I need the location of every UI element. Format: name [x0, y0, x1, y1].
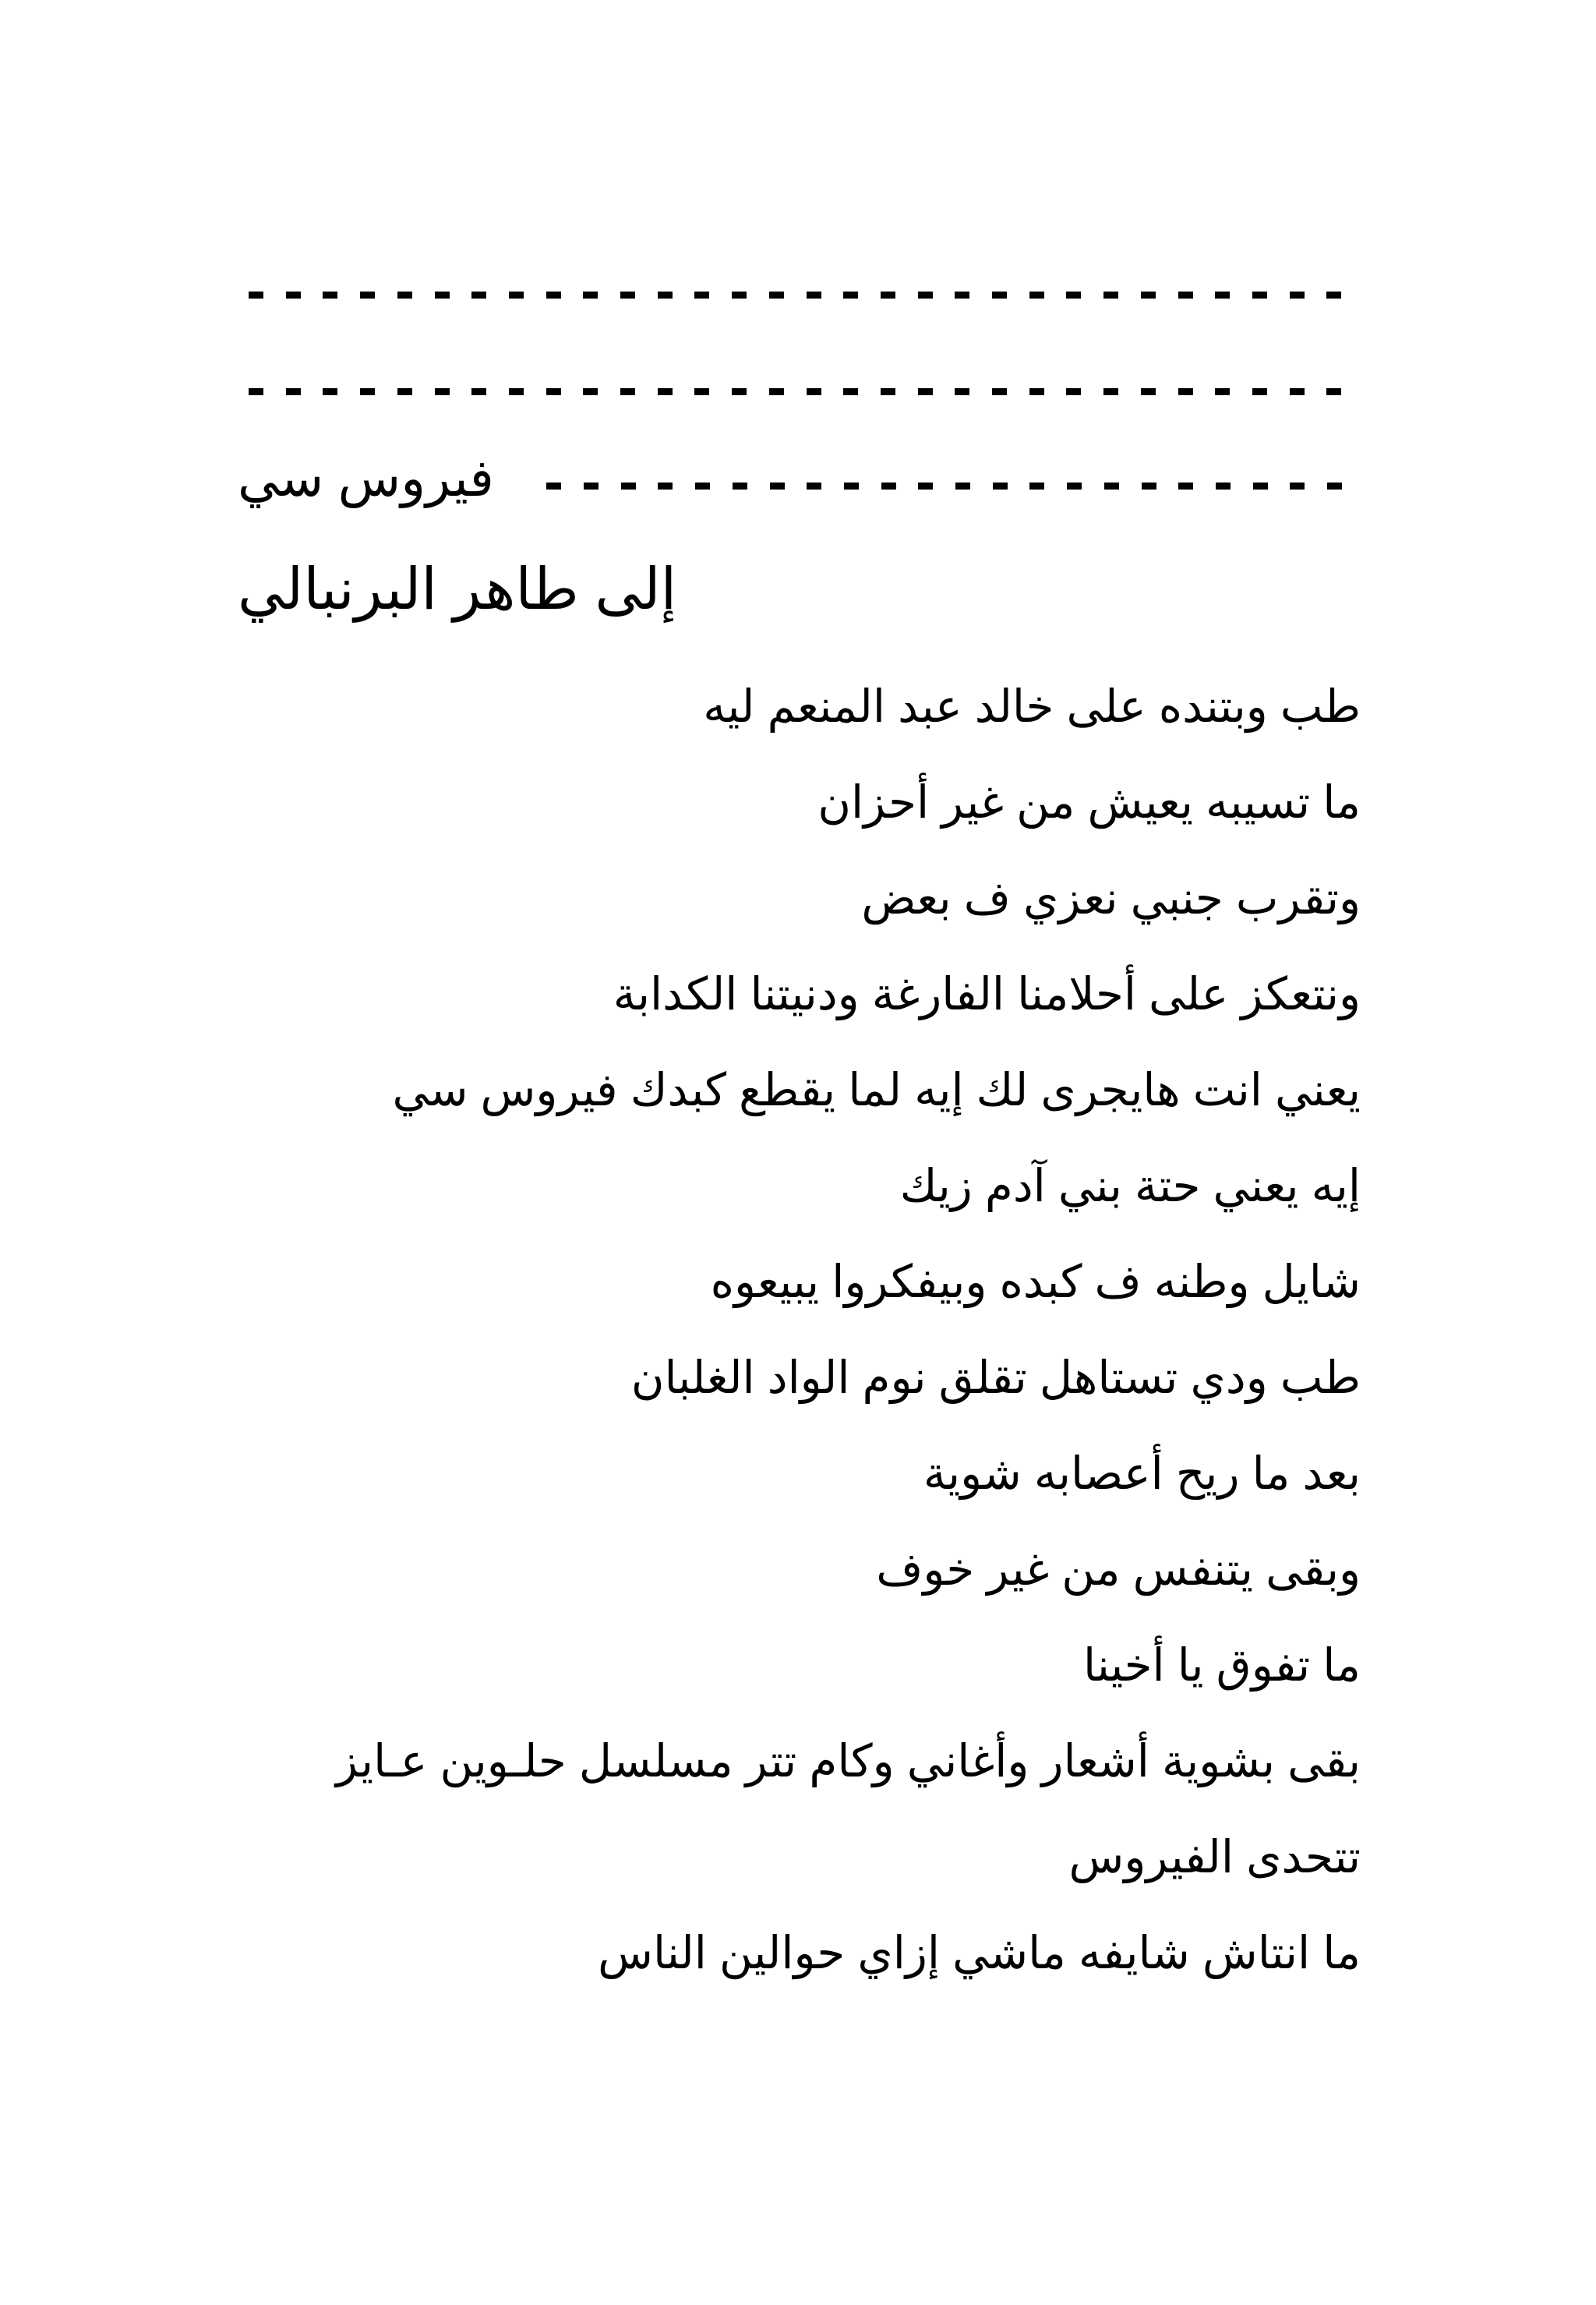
- dash-mark: [918, 292, 933, 299]
- poem-line: ما تسيبه يعيش من غير أحزان: [817, 777, 1361, 828]
- dash-mark: [1326, 292, 1341, 299]
- dash-mark: [323, 388, 337, 395]
- dash-mark: [843, 292, 858, 299]
- poem-line: ما تفوق يا أخينا: [1083, 1640, 1361, 1691]
- dash-mark: [658, 388, 673, 395]
- dash-mark: [881, 292, 895, 299]
- poem-line: وبقى يتنفس من غير خوف: [876, 1544, 1361, 1595]
- dedication: إلى طاهر البرنبالي: [238, 557, 677, 621]
- dash-mark: [992, 292, 1007, 299]
- dash-mark: [360, 388, 375, 395]
- dash-mark: [546, 483, 561, 490]
- dash-mark: [1066, 388, 1081, 395]
- dashed-separator-2: [249, 388, 1342, 396]
- dash-mark: [583, 292, 598, 299]
- dash-mark: [1103, 388, 1118, 395]
- dash-mark: [471, 388, 486, 395]
- dash-mark: [583, 388, 598, 395]
- poem-line: بعد ما ريح أعصابه شوية: [923, 1448, 1361, 1499]
- dash-mark: [1029, 388, 1044, 395]
- dash-mark: [732, 388, 747, 395]
- dash-mark: [694, 388, 709, 395]
- poem-line: تتحدى الفيروس: [1068, 1832, 1361, 1883]
- dash-mark: [732, 292, 747, 299]
- dash-mark: [955, 388, 969, 395]
- dash-mark: [1215, 388, 1230, 395]
- dash-mark: [397, 292, 412, 299]
- dash-mark: [1253, 483, 1268, 490]
- dash-mark: [769, 292, 784, 299]
- dash-mark: [360, 292, 375, 299]
- dash-mark: [1142, 483, 1156, 490]
- dash-mark: [770, 483, 785, 490]
- dash-mark: [323, 292, 337, 299]
- dash-mark: [918, 483, 933, 490]
- dash-mark: [1067, 483, 1082, 490]
- dash-mark: [955, 292, 969, 299]
- dash-mark: [286, 388, 301, 395]
- dash-mark: [1178, 292, 1193, 299]
- dash-mark: [993, 483, 1008, 490]
- dash-mark: [509, 292, 524, 299]
- dash-mark: [1290, 292, 1305, 299]
- dash-mark: [844, 483, 859, 490]
- dash-mark: [918, 388, 933, 395]
- dash-mark: [807, 483, 821, 490]
- dash-mark: [1103, 292, 1118, 299]
- dash-mark: [695, 483, 710, 490]
- dash-mark: [286, 292, 301, 299]
- dashed-separator-1: [249, 292, 1342, 299]
- poem-line: بقى بشوية أشعار وأغاني وكام تتر مسلسل حلـوين عـايز: [335, 1736, 1361, 1787]
- dash-mark: [621, 483, 636, 490]
- title-line: [234, 437, 1356, 538]
- dash-mark: [733, 483, 747, 490]
- dash-mark: [584, 483, 598, 490]
- poem-line: شايل وطنه ف كبده وبيفكروا يبيعوه: [710, 1257, 1361, 1307]
- dash-mark: [620, 388, 635, 395]
- dash-mark: [1216, 483, 1231, 490]
- dash-mark: [1327, 483, 1342, 490]
- dash-mark: [435, 388, 450, 395]
- dash-mark: [471, 292, 486, 299]
- dash-mark: [509, 388, 524, 395]
- dash-mark: [992, 388, 1007, 395]
- dash-mark: [435, 292, 450, 299]
- dash-mark: [881, 483, 896, 490]
- dash-mark: [1141, 292, 1156, 299]
- dash-mark: [807, 388, 821, 395]
- poem-line: وتقرب جنبي نعزي ف بعض: [861, 873, 1361, 924]
- poem-line: ما انتاش شايفه ماشي إزاي حوالين الناس: [598, 1928, 1361, 1978]
- dash-mark: [249, 292, 263, 299]
- dash-mark: [955, 483, 970, 490]
- dash-mark: [249, 388, 263, 395]
- dash-mark: [1141, 388, 1156, 395]
- dash-mark: [1029, 292, 1044, 299]
- poem-line: طب ودي تستاهل تقلق نوم الواد الغلبان: [630, 1352, 1361, 1403]
- dash-mark: [807, 292, 821, 299]
- poem-line: يعني انت هايجرى لك إيه لما يقطع كبدك فيروس سي: [392, 1065, 1361, 1115]
- dash-mark: [1029, 483, 1044, 490]
- dash-mark: [397, 388, 412, 395]
- dash-mark: [1326, 388, 1341, 395]
- dash-mark: [1290, 388, 1305, 395]
- dash-mark: [769, 388, 784, 395]
- dash-mark: [1066, 292, 1081, 299]
- dash-mark: [1104, 483, 1119, 490]
- poem-body: [192, 659, 1361, 2001]
- dash-mark: [546, 292, 561, 299]
- dash-mark: [620, 292, 635, 299]
- dash-mark: [694, 292, 709, 299]
- poem-line: ونتعكز على أحلامنا الفارغة ودنيتنا الكدابة: [613, 969, 1361, 1020]
- poem-line: طب وبتنده على خالد عبد المنعم ليه: [703, 681, 1361, 732]
- dash-mark: [1252, 292, 1267, 299]
- dash-mark: [1290, 483, 1305, 490]
- dash-mark: [658, 483, 673, 490]
- dash-mark: [881, 388, 895, 395]
- dash-mark: [546, 388, 561, 395]
- dash-mark: [843, 388, 858, 395]
- dash-mark: [658, 292, 673, 299]
- poem-title: فيروس سي: [238, 449, 494, 507]
- poem-line: إيه يعني حتة بني آدم زيك: [899, 1161, 1361, 1211]
- dash-mark: [1178, 388, 1193, 395]
- dash-mark: [1252, 388, 1267, 395]
- dash-mark: [1215, 292, 1230, 299]
- dash-mark: [1178, 483, 1193, 490]
